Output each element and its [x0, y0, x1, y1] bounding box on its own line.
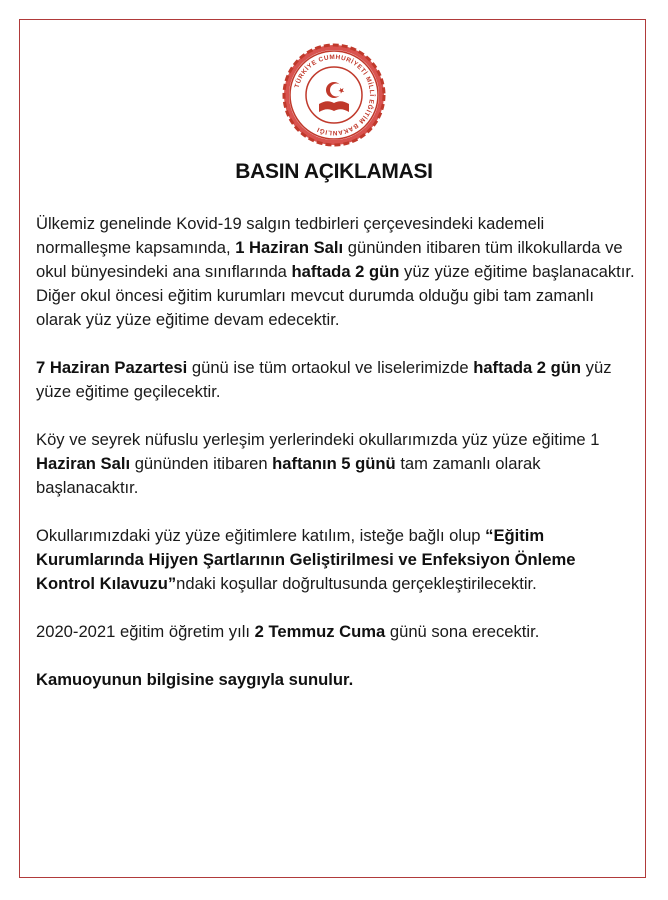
seal-ring-text: TÜRKİYE CUMHURİYETİ MİLLÎ EĞİTİM BAKANLIĞI	[293, 53, 376, 137]
paragraph: Okullarımızdaki yüz yüze eğitimlere katılım, isteğe bağlı olup “Eğitim Kurumlarında Hijyen Şartlarının Geliştirilmesi ve Enfeksiyon Önleme Kontrol Kılavuzu”ndaki koşullar doğrultusunda gerçekleştirilecektir.	[36, 526, 576, 593]
paragraph: 7 Haziran Pazartesi günü ise tüm ortaokul ve liselerimizde haftada 2 gün yüz yüze eğitime geçilecektir.	[36, 358, 612, 401]
paragraph: 2020-2021 eğitim öğretim yılı 2 Temmuz Cuma günü sona erecektir.	[36, 622, 540, 641]
closing-statement: Kamuoyunun bilgisine saygıyla sunulur.	[36, 670, 354, 689]
paragraph: Ülkemiz genelinde Kovid-19 salgın tedbirleri çerçevesindeki kademeli normalleşme kapsamında, 1 Haziran Salı gününden itibaren tüm ilkokullarda ve okul bünyesindeki ana sınıflarında haftada 2 gün yüz yüze eğitime başlanacaktır. Diğer okul öncesi eğitim kurumları mevcut durumda olduğu gibi tam zamanlı olarak yüz yüze eğitime devam edecektir.	[36, 214, 635, 329]
ministry-seal-logo	[279, 40, 389, 150]
press-release-body	[36, 212, 636, 716]
press-release-title: BASIN AÇIKLAMASI	[235, 160, 433, 183]
paragraph: Köy ve seyrek nüfuslu yerleşim yerlerindeki okullarımızda yüz yüze eğitime 1 Haziran Salı gününden itibaren haftanın 5 günü tam zamanlı olarak başlanacaktır.	[36, 430, 600, 497]
